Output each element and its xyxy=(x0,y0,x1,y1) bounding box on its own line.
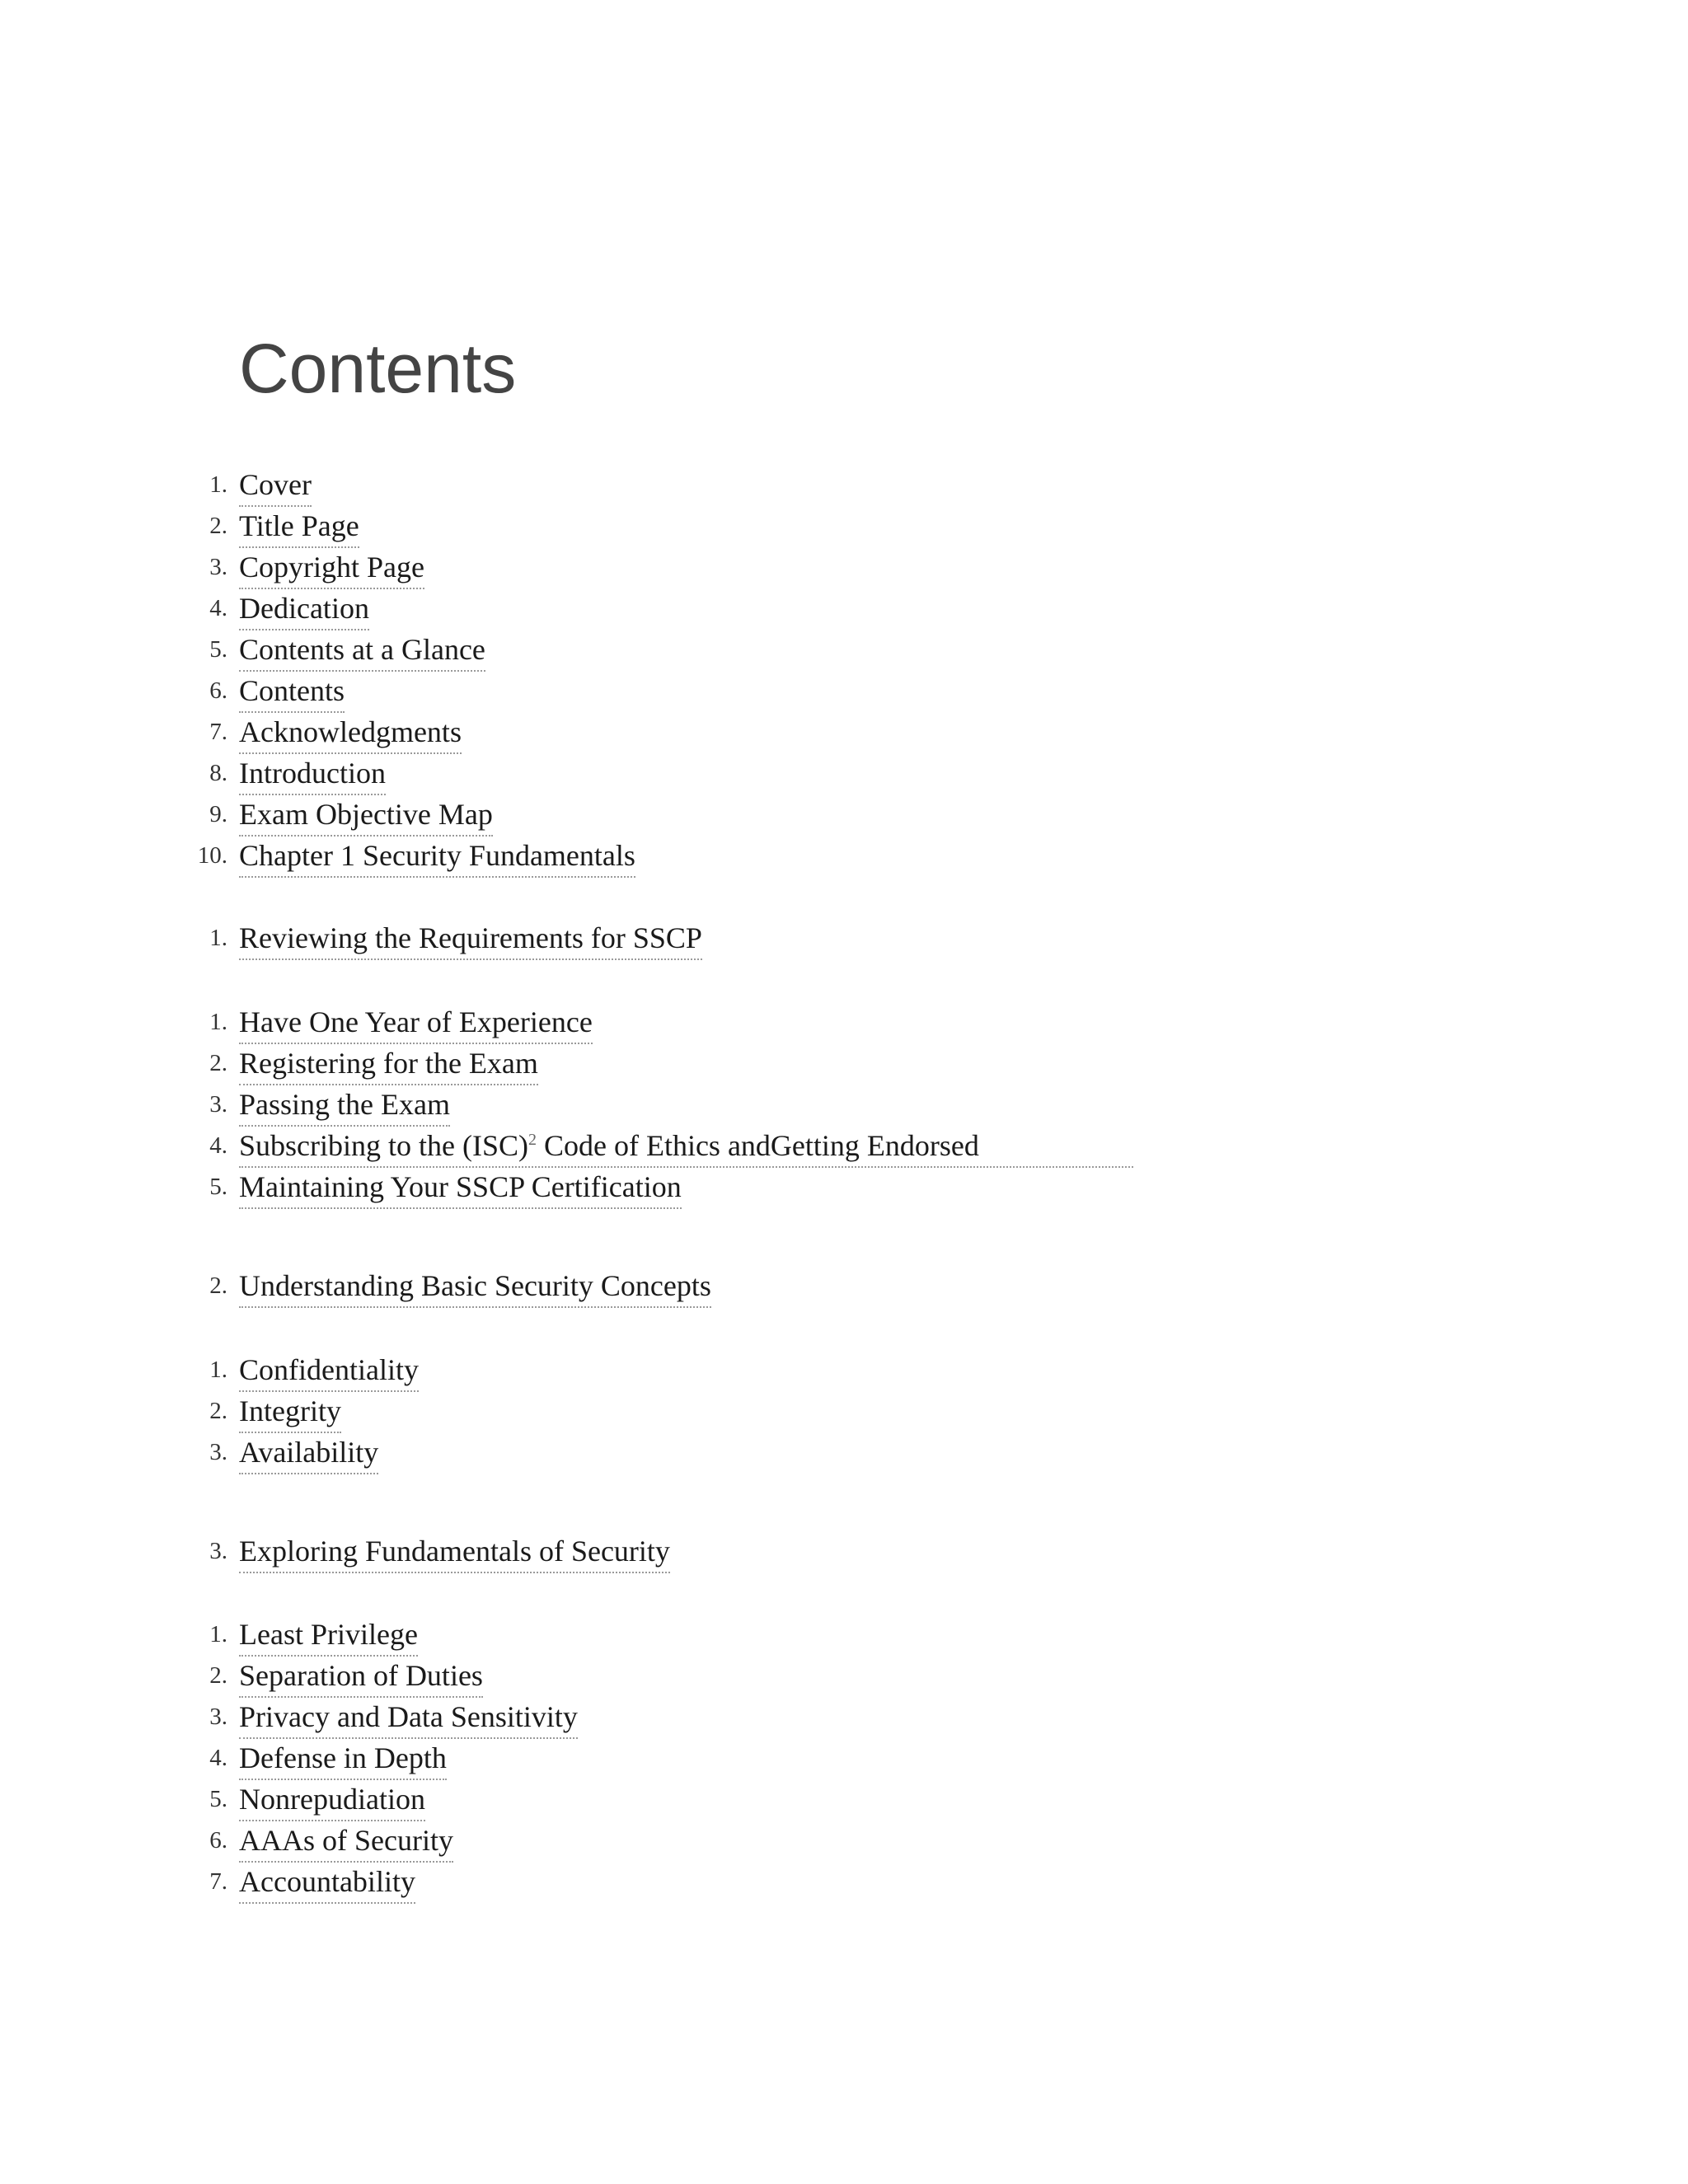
toc-entry xyxy=(0,670,1688,711)
toc-entry xyxy=(0,464,1688,505)
toc-entry xyxy=(0,1001,1688,1043)
toc-entry xyxy=(0,1737,1688,1779)
toc-number: 1. xyxy=(209,1621,227,1647)
toc-number: 5. xyxy=(209,1174,227,1200)
toc-number: 7. xyxy=(209,719,227,745)
toc-section xyxy=(0,1530,1688,1572)
toc-link-contents-at-a-glance[interactable]: Contents at a Glance xyxy=(239,629,485,672)
toc-number: 2. xyxy=(209,1398,227,1424)
toc-entry xyxy=(0,1696,1688,1737)
toc-number: 2. xyxy=(209,1272,227,1299)
toc-link-fundamentals-of-security[interactable]: Exploring Fundamentals of Security xyxy=(239,1530,670,1573)
toc-number: 6. xyxy=(209,1827,227,1854)
toc-number: 3. xyxy=(209,1538,227,1564)
toc-entry xyxy=(0,546,1688,588)
toc-link-text: Subscribing to the (ISC) xyxy=(239,1129,528,1162)
toc-entry xyxy=(0,1166,1688,1207)
toc-entry xyxy=(0,752,1688,794)
toc-link-integrity[interactable]: Integrity xyxy=(239,1390,341,1433)
toc-number: 3. xyxy=(209,1439,227,1465)
toc-number: 2. xyxy=(209,1050,227,1076)
toc-link-privacy-data-sensitivity[interactable]: Privacy and Data Sensitivity xyxy=(239,1696,578,1739)
toc-link-contents[interactable]: Contents xyxy=(239,670,345,713)
toc-link-passing-exam[interactable]: Passing the Exam xyxy=(239,1084,450,1127)
toc-link-defense-in-depth[interactable]: Defense in Depth xyxy=(239,1737,447,1780)
toc-link-maintaining-certification[interactable]: Maintaining Your SSCP Certification xyxy=(239,1166,682,1209)
toc-number: 1. xyxy=(209,471,227,498)
toc-entry xyxy=(0,629,1688,670)
toc-number: 3. xyxy=(209,1091,227,1118)
toc-entry xyxy=(0,505,1688,546)
toc-entry xyxy=(0,1125,1688,1166)
toc-number: 4. xyxy=(209,1745,227,1771)
toc-link-dedication[interactable]: Dedication xyxy=(239,588,369,630)
toc-entry xyxy=(0,1820,1688,1861)
toc-link-exam-objective-map[interactable]: Exam Objective Map xyxy=(239,794,493,837)
toc-entry xyxy=(0,1614,1688,1655)
toc-section xyxy=(0,1265,1688,1306)
toc-link-registering-exam[interactable]: Registering for the Exam xyxy=(239,1043,538,1085)
toc-link-chapter-1[interactable]: Chapter 1 Security Fundamentals xyxy=(239,835,635,878)
toc-link-confidentiality[interactable]: Confidentiality xyxy=(239,1349,419,1392)
toc-link-code-of-ethics[interactable] xyxy=(239,1125,1133,1168)
toc-entry xyxy=(0,794,1688,835)
toc-number: 7. xyxy=(209,1868,227,1895)
toc-number: 1. xyxy=(209,1357,227,1383)
toc-link-introduction[interactable]: Introduction xyxy=(239,752,386,795)
toc-entry xyxy=(0,1655,1688,1696)
toc-number: 5. xyxy=(209,1786,227,1812)
toc-link-aaas-of-security[interactable]: AAAs of Security xyxy=(239,1820,453,1863)
page-title: Contents xyxy=(239,330,517,407)
toc-number: 2. xyxy=(209,1662,227,1689)
toc-number: 3. xyxy=(209,1704,227,1730)
toc-entry xyxy=(0,1084,1688,1125)
toc-link-text: Code of Ethics andGetting Endorsed xyxy=(536,1129,979,1162)
toc-link-accountability[interactable]: Accountability xyxy=(239,1861,415,1904)
toc-link-copyright-page[interactable]: Copyright Page xyxy=(239,546,424,589)
toc-entry xyxy=(0,588,1688,629)
toc-section xyxy=(0,917,1688,958)
toc-entry xyxy=(0,1779,1688,1820)
toc-link-availability[interactable]: Availability xyxy=(239,1432,378,1474)
toc-entry xyxy=(0,1861,1688,1902)
toc-link-basic-security-concepts[interactable]: Understanding Basic Security Concepts xyxy=(239,1265,711,1308)
toc-number: 5. xyxy=(209,636,227,663)
toc-number: 1. xyxy=(209,1009,227,1035)
toc-link-title-page[interactable]: Title Page xyxy=(239,505,359,548)
toc-link-one-year-experience[interactable]: Have One Year of Experience xyxy=(239,1001,593,1044)
toc-link-acknowledgments[interactable]: Acknowledgments xyxy=(239,711,462,754)
toc-number: 10. xyxy=(197,842,227,869)
toc-number: 6. xyxy=(209,677,227,704)
toc-number: 8. xyxy=(209,760,227,786)
toc-number: 3. xyxy=(209,554,227,580)
toc-number: 9. xyxy=(209,801,227,827)
toc-link-reviewing-requirements[interactable]: Reviewing the Requirements for SSCP xyxy=(239,917,702,960)
toc-number: 4. xyxy=(209,1132,227,1159)
toc-number: 2. xyxy=(209,513,227,539)
toc-number: 1. xyxy=(209,925,227,951)
toc-entry xyxy=(0,1432,1688,1473)
toc-entry xyxy=(0,835,1688,876)
toc-link-nonrepudiation[interactable]: Nonrepudiation xyxy=(239,1779,425,1821)
toc-entry xyxy=(0,1390,1688,1432)
toc-entry xyxy=(0,711,1688,752)
toc-number: 4. xyxy=(209,595,227,621)
toc-entry xyxy=(0,1043,1688,1084)
superscript: 2 xyxy=(528,1131,537,1149)
toc-link-separation-of-duties[interactable]: Separation of Duties xyxy=(239,1655,483,1698)
toc-link-least-privilege[interactable]: Least Privilege xyxy=(239,1614,418,1657)
toc-link-cover[interactable]: Cover xyxy=(239,464,312,507)
toc-entry xyxy=(0,1349,1688,1390)
